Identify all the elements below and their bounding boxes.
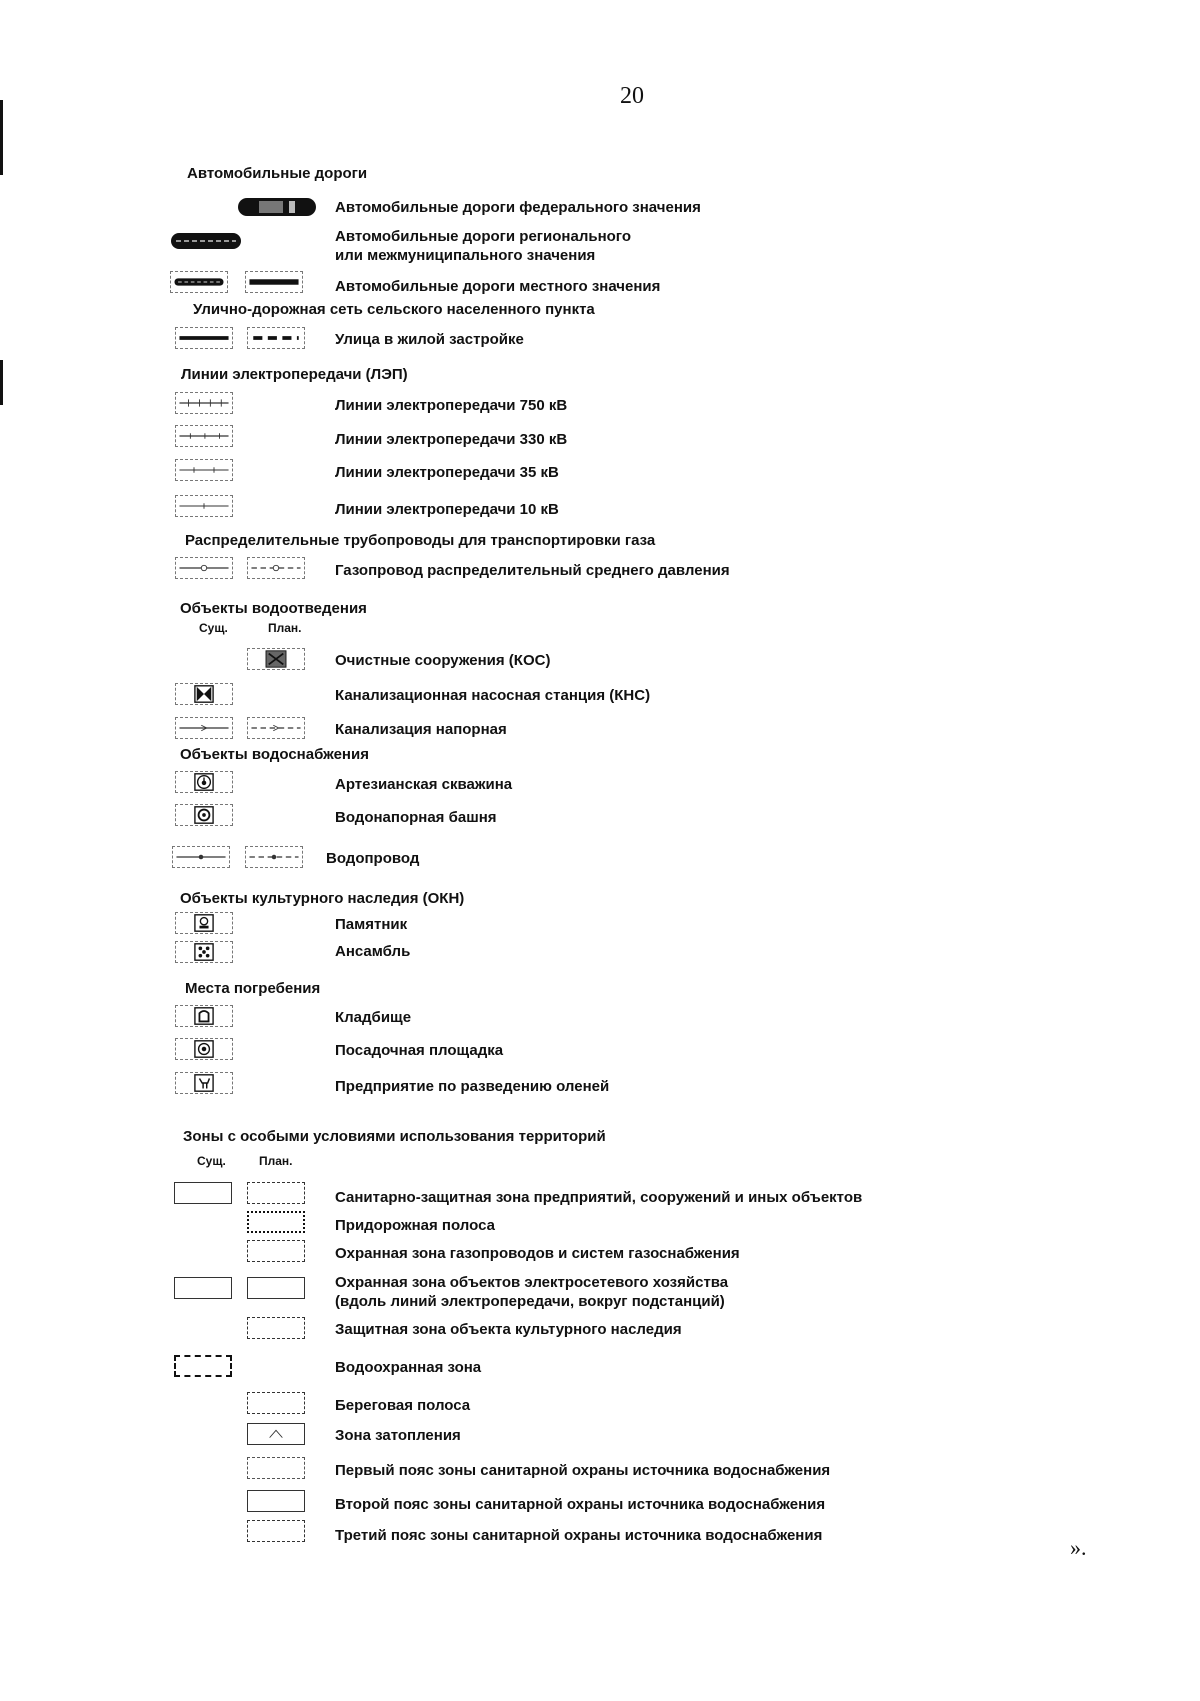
legend-label-landing-site: Посадочная площадка [335,1042,504,1059]
flood-zone-icon [247,1423,305,1445]
section-heading-zones: Зоны с особыми условиями использования территорий [183,1128,606,1145]
margin-mark [0,100,3,175]
legend-label-pump-station: Канализационная насосная станция (КНС) [335,687,651,704]
column-planned: План. [268,621,302,635]
sanitary-belt-2-icon [247,1490,305,1512]
legend-label-power-35: Линии электропередачи 35 кВ [335,464,559,481]
legend-label-sanitary-belt-2: Второй пояс зоны санитарной охраны источника водоснабжения [335,1496,826,1513]
legend-label-federal-road: Автомобильные дороги федерального значения [335,199,701,216]
legend-label-water-tower: Водонапорная башня [335,809,497,826]
roadside-strip-icon [247,1211,305,1233]
legend-label-gas-pipeline: Газопровод распределительный среднего давления [335,562,730,579]
water-pipe-existing-icon [172,846,230,868]
power-line-330-icon [175,425,233,447]
column-planned: План. [259,1154,293,1168]
federal-road-icon [237,196,317,218]
power-protection-zone-existing-icon [174,1277,232,1299]
legend-label-monument: Памятник [335,916,408,933]
local-road-existing-icon [170,271,228,293]
legend-label-power-330: Линии электропередачи 330 кВ [335,431,568,448]
gas-pipeline-planned-icon [247,557,305,579]
street-planned-icon [247,327,305,349]
gas-protection-zone-icon [247,1240,305,1262]
legend-label-artesian-well: Артезианская скважина [335,776,513,793]
water-tower-icon [175,804,233,826]
legend-label-coastal-strip: Береговая полоса [335,1397,471,1414]
legend-label-gas-protection-zone: Охранная зона газопроводов и систем газоснабжения [335,1245,740,1262]
heritage-protection-zone-icon [247,1317,305,1339]
legend-label-cemetery: Кладбище [335,1009,412,1026]
power-line-10-icon [175,495,233,517]
gas-pipeline-existing-icon [175,557,233,579]
section-heading-water: Объекты водоснабжения [180,746,369,763]
section-heading-rural-network: Улично-дорожная сеть сельского населенного пункта [193,301,595,318]
legend-label-roadside-strip: Придорожная полоса [335,1217,495,1234]
sanitary-belt-3-icon [247,1520,305,1542]
ensemble-icon [175,941,233,963]
pressure-sewer-planned-icon [247,717,305,739]
legend-label-ensemble: Ансамбль [335,943,411,960]
sanitary-zone-existing-icon [174,1182,232,1204]
legend-label-regional-road-1: Автомобильные дороги регионального [335,228,632,245]
power-line-750-icon [175,392,233,414]
power-line-35-icon [175,459,233,481]
legend-label-flood-zone: Зона затопления [335,1427,461,1444]
monument-icon [175,912,233,934]
section-heading-heritage: Объекты культурного наследия (ОКН) [180,890,465,907]
column-existing: Сущ. [197,1154,226,1168]
treatment-plant-icon [247,648,305,670]
legend-label-power-protection-zone-2: (вдоль линий электропередачи, вокруг подстанций) [335,1293,725,1310]
legend-label-treatment-plant: Очистные сооружения (КОС) [335,652,551,669]
regional-road-icon [170,230,242,252]
artesian-well-icon [175,771,233,793]
closing-quote: ». [1070,1535,1087,1560]
section-heading-power: Линии электропередачи (ЛЭП) [181,366,408,383]
legend-label-deer-farm: Предприятие по разведению оленей [335,1078,610,1095]
deer-farm-icon [175,1072,233,1094]
legend-label-regional-road-2: или межмуниципального значения [335,247,596,264]
legend-label-sanitary-zone: Санитарно-защитная зона предприятий, сооружений и иных объектов [335,1189,863,1206]
margin-mark [0,360,3,405]
legend-label-power-750: Линии электропередачи 750 кВ [335,397,568,414]
legend-label-sanitary-belt-1: Первый пояс зоны санитарной охраны источника водоснабжения [335,1462,831,1479]
legend-label-water-pipe: Водопровод [326,850,420,867]
sanitary-belt-1-icon [247,1457,305,1479]
legend-label-sanitary-belt-3: Третий пояс зоны санитарной охраны источника водоснабжения [335,1527,823,1544]
local-road-planned-icon [245,271,303,293]
legend-label-local-road: Автомобильные дороги местного значения [335,278,661,295]
section-heading-drainage: Объекты водоотведения [180,600,367,617]
legend-label-power-10: Линии электропередачи 10 кВ [335,501,559,518]
sanitary-zone-planned-icon [247,1182,305,1204]
coastal-strip-icon [247,1392,305,1414]
water-protection-zone-icon [174,1355,232,1377]
section-heading-burial: Места погребения [185,980,321,997]
landing-site-icon [175,1038,233,1060]
section-heading-gas: Распределительные трубопроводы для транспортировки газа [185,532,656,549]
legend-label-pressure-sewer: Канализация напорная [335,721,507,738]
section-heading-roads: Автомобильные дороги [187,165,368,182]
water-pipe-planned-icon [245,846,303,868]
legend-label-street: Улица в жилой застройке [335,331,524,348]
legend-label-power-protection-zone-1: Охранная зона объектов электросетевого хозяйства [335,1274,729,1291]
column-existing: Сущ. [199,621,228,635]
cemetery-icon [175,1005,233,1027]
power-protection-zone-planned-icon [247,1277,305,1299]
pump-station-icon [175,683,233,705]
street-existing-icon [175,327,233,349]
pressure-sewer-existing-icon [175,717,233,739]
legend-label-heritage-protection-zone: Защитная зона объекта культурного наследия [335,1321,682,1338]
page-number: 20 [620,83,644,109]
legend-label-water-protection-zone: Водоохранная зона [335,1359,482,1376]
